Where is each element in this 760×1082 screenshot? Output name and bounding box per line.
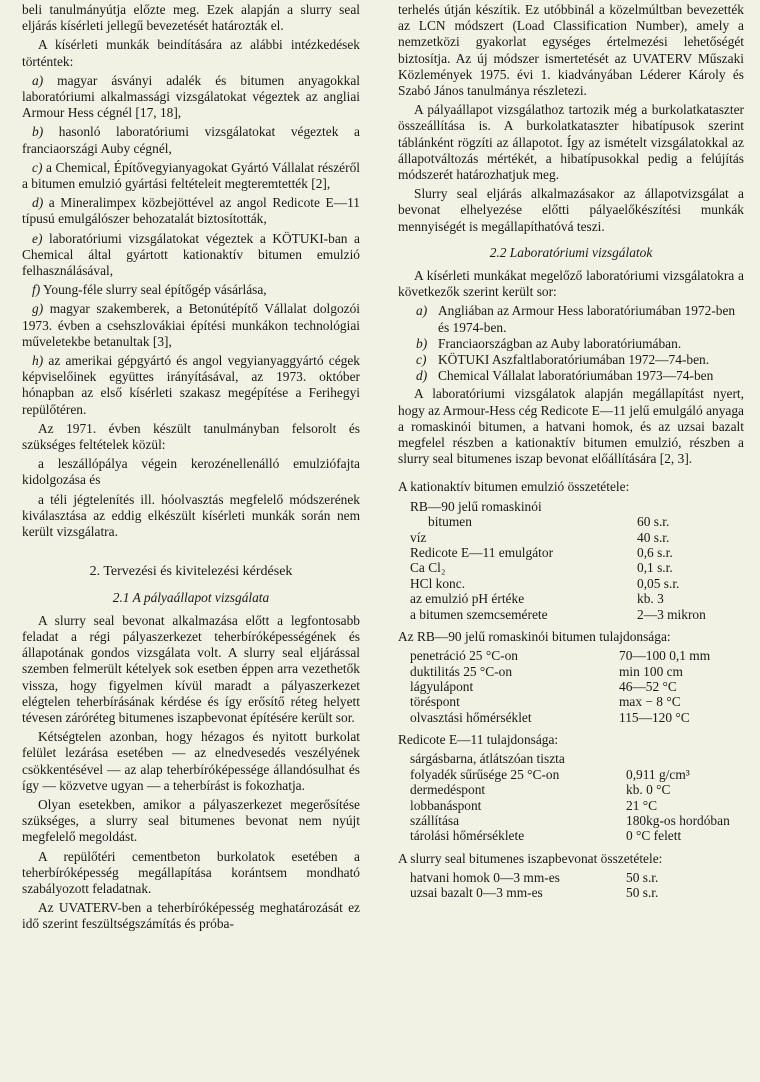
table-row: bitumen 60 s.r. <box>428 514 670 530</box>
paragraph: Kétségtelen azonban, hogy hézagos és nyitott burkolat felület lezárása esetében — az elnedvesedés veszélyének csökkentésével — az alap teherbíróképessége állandósulhat és így — közvetve ugyan — a teherbírást is fokozhatja. <box>22 729 360 793</box>
table-row: duktilitás 25 °C-on min 100 cm <box>410 663 683 679</box>
lab-list <box>398 303 744 384</box>
table-row: Redicote E—11 emulgátor 0,6 s.r. <box>410 544 673 560</box>
bitumen-table <box>398 648 710 725</box>
table-row: az emulzió pH értéke kb. 3 <box>410 591 664 607</box>
table-title: A kationaktív bitumen emulzió összetétele: <box>398 479 630 495</box>
right-column <box>398 2 744 908</box>
list-item: h) az amerikai gépgyártó és angol vegyianyaggyártó cégek képviselőinek együttes irányításával, az 1973. október hónapban az első kísérleti szakasz megépítése a Ferihegyi repülőtéren. <box>22 353 360 417</box>
paragraph: Olyan esetekben, amikor a pályaszerkezet megerősítése szükséges, a slurry seal bitumenes bevonat nem nyújt megfelelő megoldást. <box>22 796 360 845</box>
table-row: folyadék sűrűsége 25 °C-on 0,911 g/cm³ <box>410 766 690 782</box>
paragraph-terheles: terhelés útján készítik. Ez utóbbinál a közelmúltban bevezették az LCN módszert (Load Classification Number), amely a nemzetközi gyakorlat egységes értelmezési lehetőségét biztosítja. Az új módszer ismertetését az UVATERV Műszaki Közlemények 1975. évi 1. kiadványában Léderer Károly és Szabó János tanulmánya részletezi. <box>398 2 744 99</box>
paragraph: A slurry seal bevonat alkalmazása előtt a legfontosabb feladat a régi pályaszerkezet teherbíróképességének és állapotának gondos vizsgálata volt. A slurry seal eljárással szemben felmerült kételyek sok esetben éppen arra vezethetők vissza, hogy figyelmen kívül maradt a pályaszerkezet elégtelen teherbírásának kérdése és így erősítő réteg helyett tévesen záróréteg bitumenes iszapbevonat építésére került sor. <box>22 612 360 725</box>
paragraph-leszallo: a leszállópálya végein kerozénellenálló emulziófajta kidolgozása és <box>22 456 360 488</box>
list-item: c) KÖTUKI Aszfaltlaboratóriumában 1972—74-ben. <box>416 352 710 368</box>
emulsion-table <box>398 499 706 622</box>
left-column <box>22 2 360 936</box>
table-row: penetráció 25 °C-on 70—100 0,1 mm <box>410 648 711 664</box>
paragraph-teli: a téli jégtelenítés ill. hóolvasztás megfelelő módszerének kiválasztása az eddig elkészült kísérleti munkák során nem került vizsgálatra. <box>22 491 360 540</box>
paragraph-actions: A kísérleti munkák beindítására az alábbi intézkedések történtek: <box>22 37 360 69</box>
paragraph-palya: A pályaállapot vizsgálathoz tartozik még a burkolatkataszter összeállítása is. A burkolatkataszter hibatípusok szerint táblánként rögzíti az állapotot. Így az ismételt vizsgálatokkal az állapotváltozás mértékét, a hibatípusokkal pedig a felújítás módszerét határozhatjuk meg. <box>398 102 744 183</box>
subsection-heading: 2.1 A pályaállapot vizsgálata <box>112 589 270 605</box>
list-item: a) magyar ásványi adalék és bitumen anyagokkal laboratóriumi alkalmassági vizsgálatokat végeztek az angliai Armour Hess cégnél [17, 18], <box>22 72 360 121</box>
paragraph-intro: beli tanulmányútja előzte meg. Ezek alapján a slurry seal eljárás kísérleti jellegű bevezetését határozták el. <box>22 2 360 34</box>
paragraph-lab-intro: A kísérleti munkákat megelőző laboratóriumi vizsgálatokra a következők szerint került sor: <box>398 268 744 300</box>
table-row: uzsai bazalt 0—3 mm-es 50 s.r. <box>410 885 659 901</box>
list-item: c) a Chemical, Építővegyianyagokat Gyártó Vállalat részéről a bitumen emulzió gyártási feltételeit megteremtették [2], <box>22 159 360 192</box>
slurry-table <box>398 870 658 901</box>
list-item: f) Young-féle slurry seal építőgép vásárlása, <box>32 282 267 298</box>
paragraph-lab-result: A laboratóriumi vizsgálatok alapján megállapítást nyert, hogy az Armour-Hess cég Redicote E—11 jelű emulgáló anyaga a romaskinói bitumen, a hatvani homok, és az uzsai bazalt megfelel részben a kationaktív bitumen emulzió, részben a slurry seal bitumenes iszap bevonat előállítására [2, 3]. <box>398 386 744 467</box>
paragraph-1971: Az 1971. évben készült tanulmányban felsorolt és szükséges feltételek közül: <box>22 420 360 453</box>
list-item: b) hasonló laboratóriumi vizsgálatokat végeztek a franciaországi Auby cégnél, <box>22 124 360 156</box>
paragraph: Az UVATERV-ben a teherbíróképesség meghatározását ez idő szerint feszültségszámítás és próba- <box>22 900 360 932</box>
table-row: dermedéspont kb. 0 °C <box>410 782 671 798</box>
table-row: víz 40 s.r. <box>410 529 670 545</box>
table-row: sárgásbarna, átlátszóan tiszta <box>410 751 565 767</box>
table-row: a bitumen szemcsemérete 2—3 mikron <box>410 606 706 622</box>
table-row: töréspont max − 8 °C <box>410 694 681 710</box>
section-heading: 2. Tervezési és kivitelezési kérdések <box>89 564 293 580</box>
actions-list <box>22 73 360 418</box>
table-title: Az RB—90 jelű romaskinói bitumen tulajdonsága: <box>398 628 671 644</box>
subsection-heading: 2.2 Laboratóriumi vizsgálatok <box>489 244 653 260</box>
list-item: d) Chemical Vállalat laboratóriumában 1973—74-ben <box>416 368 714 384</box>
table-row: Ca Cl₂ 0,1 s.r. <box>410 560 673 576</box>
table-row: HCl konc. 0,05 s.r. <box>410 575 680 591</box>
table-row: olvasztási hőmérséklet 115—120 °C <box>410 709 690 725</box>
table-row: tárolási hőmérséklete 0 °C felett <box>410 828 682 844</box>
list-item: d) a Mineralimpex közbejöttével az angol Redicote E—11 típusú emulgálószer behozatalát biztosították, <box>22 195 360 227</box>
table-row: lágyulápont 46—52 °C <box>410 678 677 694</box>
table-row: RB—90 jelű romaskinói <box>410 498 542 514</box>
list-item: b) Franciaországban az Auby laboratóriumában. <box>416 335 682 351</box>
table-title: Redicote E—11 tulajdonsága: <box>398 732 559 748</box>
list-item: g) magyar szakemberek, a Betonútépítő Vállalat dolgozói 1973. évben a csehszlovákiai építési munkákon technológiai műveletekbe betanultak [3], <box>22 301 360 349</box>
table-row: szállítása 180kg-os hordóban <box>410 813 730 828</box>
paragraph: A repülőtéri cementbeton burkolatok esetében a teherbíróképesség megállapítása korántsem mondható szabályozott feladatnak. <box>22 848 360 896</box>
paragraph-slurry: Slurry seal eljárás alkalmazásakor az állapotvizsgálat a bevonat elhelyezése előtti pályaelőkészítési munkák mennyiségét is megállapíthatóvá teszi. <box>398 186 744 234</box>
list-item: e) laboratóriumi vizsgálatokat végeztek a KÖTUKI-ban a Chemical által gyártott kationaktív bitumen emulzió felhasználásával, <box>22 230 360 279</box>
list-item: a) Angliában az Armour Hess laboratóriumában 1972-ben és 1974-ben. <box>416 303 736 335</box>
redicote-table <box>398 751 730 843</box>
table-row: lobbanáspont 21 °C <box>410 797 658 813</box>
table-title: A slurry seal bitumenes iszapbevonat összetétele: <box>398 850 663 866</box>
table-row: hatvani homok 0—3 mm-es 50 s.r. <box>410 870 659 886</box>
